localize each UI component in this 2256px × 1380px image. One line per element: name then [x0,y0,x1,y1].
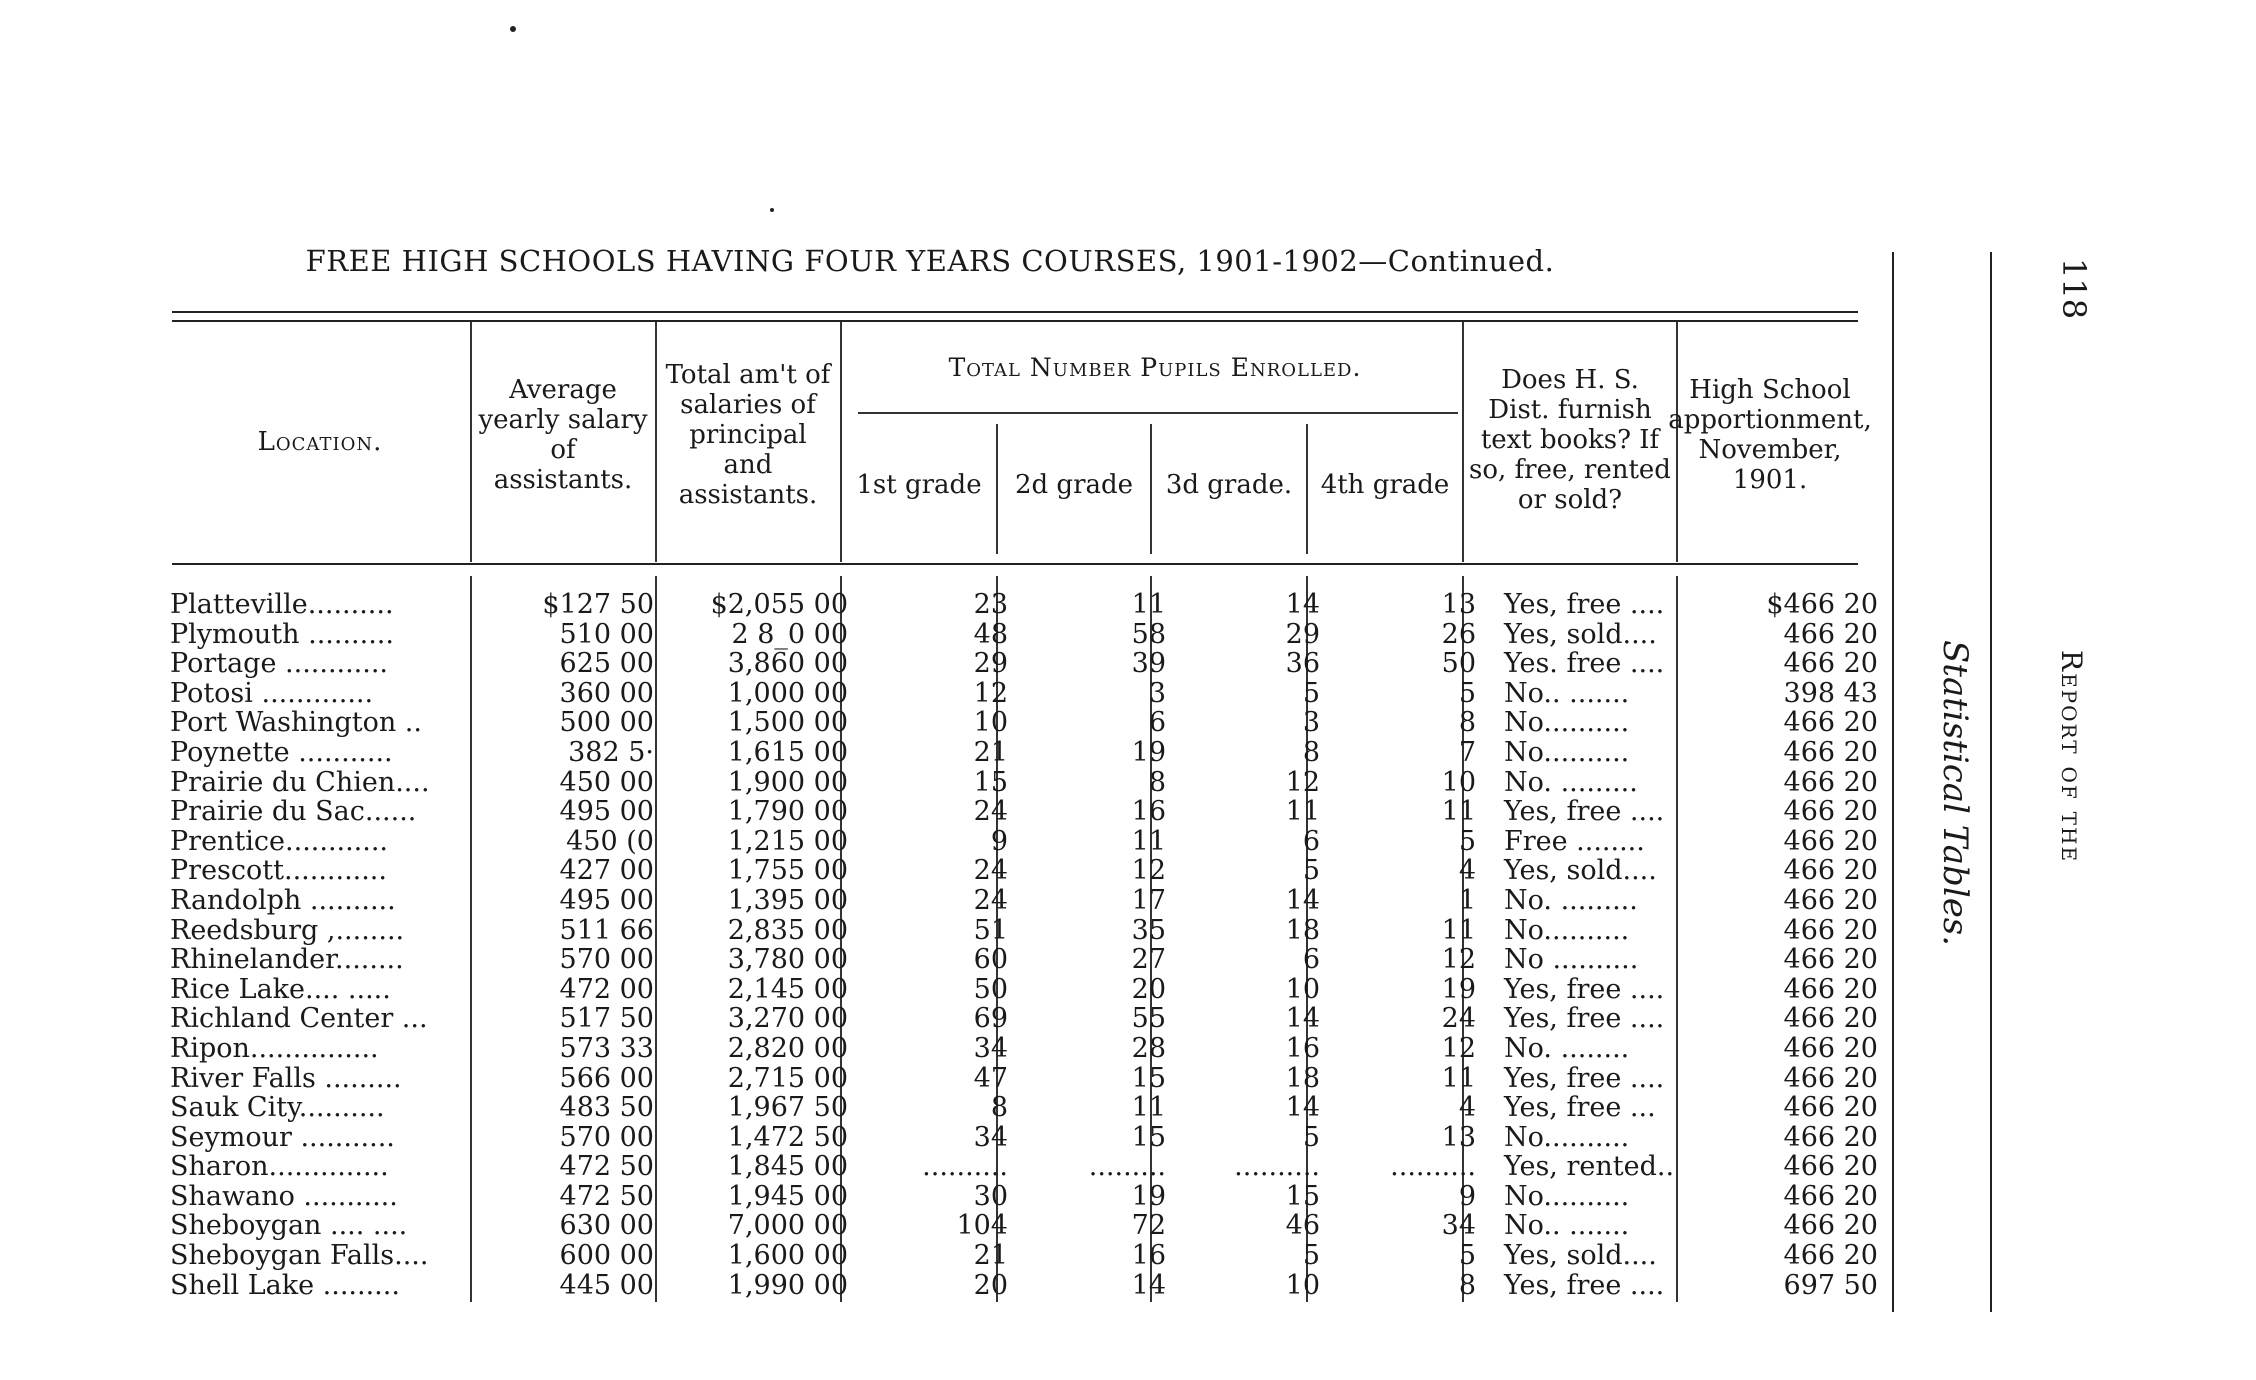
row-grade4: 11 [1441,796,1476,828]
row-apportionment: 466 20 [1783,796,1878,828]
row-location: Sheboygan Falls.... [170,1241,429,1271]
table-row [170,1152,1878,1182]
row-avg-salary: 472 00 [559,973,654,1005]
header-grade1: 1st grade [856,470,982,500]
row-avg-salary: 630 00 [559,1210,654,1242]
table-row [170,708,1878,738]
row-grade4: 11 [1441,914,1476,946]
row-location: River Falls ......... [170,1063,402,1094]
row-total-salaries: 1,615 00 [727,736,848,768]
table-row [170,590,1878,620]
row-avg-salary: 511 66 [559,914,654,946]
row-grade4: 4 [1458,855,1476,887]
row-avg-salary: 483 50 [559,1092,654,1124]
row-textbooks: Yes, rented.. [1504,1151,1675,1183]
row-total-salaries: 1,945 00 [727,1180,848,1212]
row-total-salaries: 7,000 00 [727,1210,848,1242]
margin-rule [1892,252,1894,1312]
row-avg-salary: 566 00 [559,1062,654,1094]
col-divider [655,322,657,562]
row-grade4: 34 [1441,1210,1476,1242]
row-avg-salary: 427 00 [559,855,654,887]
header-rule-top [172,311,1858,313]
table-row [170,1182,1878,1212]
row-grade1: 12 [973,677,1008,709]
row-total-salaries: 2,835 00 [727,914,848,946]
row-apportionment: 466 20 [1783,648,1878,680]
row-total-salaries: 2,715 00 [727,1062,848,1094]
row-grade2: 28 [1131,1032,1166,1064]
row-location: Sheboygan .... .... [170,1211,408,1242]
header-grade4: 4th grade [1320,470,1450,500]
row-textbooks: Yes, free .... [1504,973,1665,1005]
row-avg-salary: 495 00 [559,884,654,916]
row-grade3: 14 [1285,884,1320,916]
row-total-salaries: 2,145 00 [727,973,848,1005]
row-location: Shell Lake ......... [170,1270,400,1301]
page-number: 118 [2055,258,2093,320]
row-location: Prairie du Chien.... [170,767,430,798]
table-row [170,886,1878,916]
row-apportionment: 466 20 [1783,707,1878,739]
row-grade3: 10 [1285,1269,1320,1301]
row-total-salaries: 3,780 00 [727,944,848,976]
row-avg-salary: 500 00 [559,707,654,739]
row-location: Potosi ............. [170,678,374,709]
row-total-salaries: 1,900 00 [727,766,848,798]
row-grade3: 5 [1302,855,1320,887]
row-textbooks: Yes, sold.... [1504,855,1657,887]
row-grade4: 19 [1441,973,1476,1005]
row-grade4: 50 [1441,648,1476,680]
header-grade2: 2d grade [1014,470,1134,500]
row-grade3: 36 [1285,648,1320,680]
row-grade2: 35 [1131,914,1166,946]
row-grade1: 24 [973,884,1008,916]
col-divider [840,322,842,562]
row-grade4: .......... [1390,1151,1476,1183]
row-grade2: 8 [1148,766,1166,798]
enrolled-subheader-rule [858,412,1458,414]
row-grade1: 8 [990,1092,1008,1124]
table-row [170,916,1878,946]
row-grade2: 39 [1131,648,1166,680]
row-apportionment: 466 20 [1783,618,1878,650]
row-grade2: 27 [1131,944,1166,976]
row-grade2: 6 [1148,707,1166,739]
header-grade3: 3d grade. [1165,470,1293,500]
row-location: Rhinelander........ [170,945,404,975]
row-apportionment: 466 20 [1783,855,1878,887]
row-grade1: 23 [973,589,1008,620]
row-grade1: 10 [973,707,1008,739]
row-apportionment: 466 20 [1783,1062,1878,1094]
row-total-salaries: 3,270 00 [727,1003,848,1035]
row-grade3: 16 [1285,1032,1320,1064]
ink-speck [770,208,774,212]
row-grade1: 51 [973,914,1008,946]
row-avg-salary: 600 00 [559,1240,654,1272]
row-grade1: 29 [973,648,1008,680]
row-grade4: 7 [1458,736,1476,768]
row-grade2: 55 [1131,1003,1166,1035]
row-apportionment: 466 20 [1783,1151,1878,1183]
row-apportionment: 466 20 [1783,1003,1878,1035]
row-location: Sauk City.......... [170,1093,385,1123]
row-grade2: 11 [1131,589,1166,620]
row-location: Rice Lake.... ..... [170,974,391,1005]
row-grade1: 48 [973,618,1008,650]
table-row [170,945,1878,975]
row-grade2: 19 [1131,736,1166,768]
header-avg-salary: Average yearly salary of assistants. [478,375,648,495]
row-avg-salary: 450 00 [559,766,654,798]
row-textbooks: Yes, free .... [1504,1269,1665,1301]
row-grade4: 24 [1441,1003,1476,1035]
table-row [170,856,1878,886]
row-location: Platteville.......... [170,590,394,620]
row-total-salaries: 1,790 00 [727,796,848,828]
table-row [170,738,1878,768]
row-apportionment: 398 43 [1783,677,1878,709]
row-grade4: 11 [1441,1062,1476,1094]
row-total-salaries: 1,990 00 [727,1269,848,1301]
table-row [170,1004,1878,1034]
row-total-salaries: 1,215 00 [727,825,848,857]
row-location: Sharon.............. [170,1152,389,1182]
row-grade4: 5 [1458,1240,1476,1272]
side-title: Statistical Tables. [1935,640,1975,947]
row-apportionment: 466 20 [1783,1121,1878,1153]
row-grade4: 8 [1458,1269,1476,1301]
row-grade4: 8 [1458,707,1476,739]
row-grade4: 5 [1458,825,1476,857]
row-grade4: 1 [1458,884,1476,916]
row-grade2: ......... [1088,1151,1166,1183]
row-location: Randolph .......... [170,885,396,916]
row-total-salaries: $2,055 00 [710,589,848,620]
row-textbooks: No.......... [1504,1121,1630,1153]
row-grade3: 5 [1302,677,1320,709]
row-location: Prairie du Sac...... [170,797,417,827]
row-textbooks: Yes, free .... [1504,589,1665,620]
row-grade1: 9 [990,825,1008,857]
row-textbooks: No.......... [1504,736,1630,768]
row-total-salaries: 1,500 00 [727,707,848,739]
row-location: Reedsburg ,........ [170,915,405,946]
row-grade1: 20 [973,1269,1008,1301]
row-grade4: 13 [1441,589,1476,620]
row-avg-salary: $127 50 [542,589,654,620]
row-grade2: 11 [1131,1092,1166,1124]
row-grade2: 17 [1131,884,1166,916]
row-total-salaries: 2,820 00 [727,1032,848,1064]
row-total-salaries: 1,967 50 [727,1092,848,1124]
table-row [170,768,1878,798]
row-textbooks: No .......... [1504,944,1639,976]
margin-rule [1990,252,1992,1312]
col-divider [1462,322,1464,562]
row-grade3: 5 [1302,1240,1320,1272]
header-rule-bottom [172,563,1858,565]
table-row [170,975,1878,1005]
row-avg-salary: 517 50 [559,1003,654,1035]
header-apportionment: High School apportionment, November, 1901. [1668,375,1872,495]
row-grade3: 18 [1285,1062,1320,1094]
row-grade3: 6 [1302,825,1320,857]
row-grade2: 14 [1131,1269,1166,1301]
row-grade1: 104 [956,1210,1008,1242]
row-avg-salary: 450 (0 [566,825,654,857]
row-textbooks: No. ........ [1504,1032,1630,1064]
row-total-salaries: 1,395 00 [727,884,848,916]
row-grade3: 29 [1285,618,1320,650]
row-apportionment: 466 20 [1783,825,1878,857]
row-grade1: 34 [973,1121,1008,1153]
row-location: Ripon............... [170,1033,379,1064]
row-grade2: 72 [1131,1210,1166,1242]
header-textbooks: Does H. S. Dist. furnish text books? If so, free, rented or sold? [1469,365,1671,515]
row-grade2: 15 [1131,1062,1166,1094]
row-grade1: 47 [973,1062,1008,1094]
row-grade2: 15 [1131,1121,1166,1153]
table-row [170,1064,1878,1094]
row-textbooks: Yes, sold.... [1504,618,1657,650]
row-avg-salary: 360 00 [559,677,654,709]
row-grade1: 21 [973,1240,1008,1272]
row-total-salaries: 2 8_0 00 [731,618,848,650]
table-row [170,649,1878,679]
row-textbooks: Free ........ [1504,825,1645,857]
schools-table-body [170,590,1878,1300]
row-grade4: 13 [1441,1121,1476,1153]
row-grade3: 14 [1285,589,1320,620]
row-textbooks: No. ......... [1504,766,1638,798]
row-total-salaries: 1,755 00 [727,855,848,887]
row-grade1: 34 [973,1032,1008,1064]
table-row [170,1123,1878,1153]
table-row [170,1241,1878,1271]
row-avg-salary: 445 00 [559,1269,654,1301]
row-avg-salary: 510 00 [559,618,654,650]
row-grade1: 15 [973,766,1008,798]
row-apportionment: 466 20 [1783,1032,1878,1064]
row-location: Poynette ........... [170,737,393,768]
row-total-salaries: 1,845 00 [727,1151,848,1183]
page-title: FREE HIGH SCHOOLS HAVING FOUR YEARS COURSES, 1901-1902—Continued. [305,244,1555,278]
row-apportionment: 466 20 [1783,1240,1878,1272]
row-grade4: 4 [1458,1092,1476,1124]
row-apportionment: $466 20 [1766,589,1878,620]
row-avg-salary: 570 00 [559,1121,654,1153]
row-total-salaries: 1,600 00 [727,1240,848,1272]
row-textbooks: Yes, sold.... [1504,1240,1657,1272]
row-grade3: .......... [1234,1151,1320,1183]
row-grade3: 6 [1302,944,1320,976]
row-grade3: 46 [1285,1210,1320,1242]
row-avg-salary: 472 50 [559,1180,654,1212]
row-textbooks: No.......... [1504,914,1630,946]
row-location: Shawano ........... [170,1181,398,1212]
row-textbooks: Yes, free .... [1504,796,1665,828]
table-row [170,620,1878,650]
row-grade3: 10 [1285,973,1320,1005]
row-grade3: 5 [1302,1121,1320,1153]
row-grade4: 12 [1441,944,1476,976]
row-textbooks: No.......... [1504,707,1630,739]
row-total-salaries: 1,472 50 [727,1121,848,1153]
row-grade1: 69 [973,1003,1008,1035]
row-grade1: 24 [973,796,1008,828]
row-grade4: 10 [1441,766,1476,798]
row-grade3: 8 [1302,736,1320,768]
row-grade2: 20 [1131,973,1166,1005]
row-location: Prescott............ [170,856,387,886]
row-avg-salary: 382 5· [568,736,654,768]
ink-speck [510,26,516,32]
row-total-salaries: 3,860 00 [727,648,848,680]
row-grade3: 18 [1285,914,1320,946]
header-total-salaries: Total am't of salaries of principal and assistants. [665,360,831,510]
table-row [170,1211,1878,1241]
row-textbooks: Yes, free ... [1504,1092,1656,1124]
row-grade4: 12 [1441,1032,1476,1064]
row-apportionment: 697 50 [1783,1269,1878,1301]
table-row [170,1271,1878,1301]
row-grade3: 15 [1285,1180,1320,1212]
row-apportionment: 466 20 [1783,1210,1878,1242]
row-avg-salary: 625 00 [559,648,654,680]
running-head: Report of the [2055,650,2088,864]
row-location: Seymour ........... [170,1122,395,1153]
row-grade4: 5 [1458,677,1476,709]
col-divider [470,322,472,562]
row-avg-salary: 472 50 [559,1151,654,1183]
row-grade2: 12 [1131,855,1166,887]
row-apportionment: 466 20 [1783,766,1878,798]
row-grade4: 26 [1441,618,1476,650]
row-apportionment: 466 20 [1783,944,1878,976]
row-textbooks: No. ......... [1504,884,1638,916]
row-location: Port Washington .. [170,708,422,738]
row-grade3: 14 [1285,1092,1320,1124]
row-textbooks: Yes. free .... [1504,648,1665,680]
header-location: Location. [257,427,383,457]
row-location: Plymouth .......... [170,619,394,650]
row-avg-salary: 570 00 [559,944,654,976]
row-grade3: 3 [1302,707,1320,739]
row-textbooks: Yes, free .... [1504,1003,1665,1035]
row-apportionment: 466 20 [1783,1180,1878,1212]
row-apportionment: 466 20 [1783,736,1878,768]
row-avg-salary: 573 33 [559,1032,654,1064]
table-row [170,1093,1878,1123]
row-grade1: 21 [973,736,1008,768]
row-apportionment: 466 20 [1783,1092,1878,1124]
row-apportionment: 466 20 [1783,973,1878,1005]
row-location: Richland Center ... [170,1004,428,1034]
schools-table [170,590,1878,1300]
row-textbooks: No.. ....... [1504,677,1630,709]
table-row [170,797,1878,827]
row-grade2: 58 [1131,618,1166,650]
row-grade1: .......... [922,1151,1008,1183]
row-textbooks: No.......... [1504,1180,1630,1212]
row-grade2: 19 [1131,1180,1166,1212]
row-location: Portage ............ [170,649,389,679]
header-enrolled: Total Number Pupils Enrolled. [948,353,1362,382]
table-row [170,679,1878,709]
row-grade2: 16 [1131,1240,1166,1272]
row-total-salaries: 1,000 00 [727,677,848,709]
row-grade2: 16 [1131,796,1166,828]
row-grade1: 60 [973,944,1008,976]
row-grade1: 50 [973,973,1008,1005]
row-grade4: 9 [1458,1180,1476,1212]
row-apportionment: 466 20 [1783,884,1878,916]
row-grade2: 11 [1131,825,1166,857]
row-grade2: 3 [1148,677,1166,709]
row-grade3: 11 [1285,796,1320,828]
row-avg-salary: 495 00 [559,796,654,828]
row-grade1: 24 [973,855,1008,887]
row-grade3: 14 [1285,1003,1320,1035]
row-apportionment: 466 20 [1783,914,1878,946]
row-textbooks: No.. ....... [1504,1210,1630,1242]
row-textbooks: Yes, free .... [1504,1062,1665,1094]
table-row [170,827,1878,857]
row-grade3: 12 [1285,766,1320,798]
table-row [170,1034,1878,1064]
row-location: Prentice............ [170,826,389,857]
row-grade1: 30 [973,1180,1008,1212]
